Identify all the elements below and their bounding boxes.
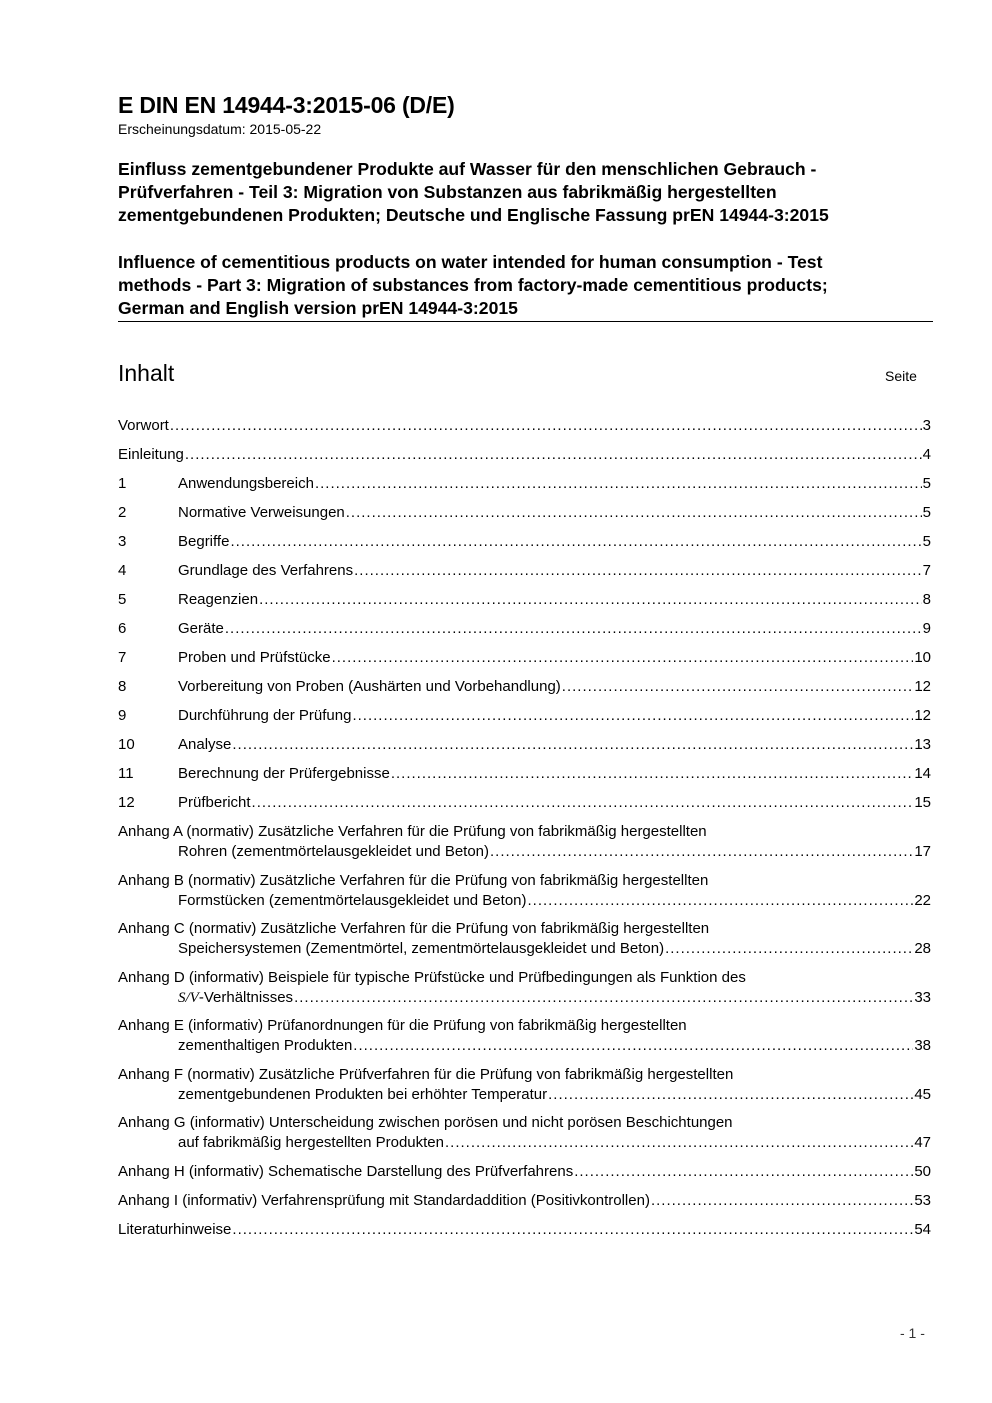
- toc-entry-page: 8: [922, 591, 931, 608]
- toc-entry[interactable]: [118, 871, 931, 920]
- toc-entry-number: 2: [118, 504, 127, 521]
- toc-entry-continuation: [118, 1085, 931, 1105]
- toc-leader-dots: [332, 648, 914, 668]
- toc-entry[interactable]: [118, 1162, 931, 1191]
- toc-entry-title: Rohren (zementmörtelausgekleidet und Beton): [178, 843, 490, 860]
- toc-leader-dots: [225, 619, 922, 639]
- toc-entry-continuation: [118, 988, 931, 1008]
- toc-entry-number: 4: [118, 562, 127, 579]
- toc-entry-page: 10: [914, 649, 931, 666]
- toc-entry[interactable]: [118, 561, 931, 590]
- toc-entry-title: Geräte: [178, 620, 224, 637]
- toc-entry-continuation: [118, 939, 931, 959]
- title-german-line: zementgebundenen Produkten; Deutsche und Englische Fassung prEN 14944-3:2015: [118, 205, 829, 225]
- document-id: E DIN EN 14944-3:2015-06 (D/E): [118, 92, 455, 118]
- toc-leader-dots: [232, 1220, 913, 1240]
- toc-entry-line: [118, 474, 931, 494]
- toc-entry[interactable]: [118, 706, 931, 735]
- toc-entry-number: 1: [118, 475, 127, 492]
- toc-entry-number: 9: [118, 707, 127, 724]
- toc-entry-line: [118, 677, 931, 697]
- toc-entry-title: Anhang A (normativ) Zusätzliche Verfahren für die Prüfung von fabrikmäßig hergestellten: [118, 823, 707, 840]
- toc-entry[interactable]: [118, 416, 931, 445]
- toc-entry-continuation: [118, 891, 931, 911]
- toc-entry-line: [118, 532, 931, 552]
- toc-entry-title: Anhang G (informativ) Unterscheidung zwischen porösen und nicht porösen Beschichtungen: [118, 1114, 733, 1131]
- toc-entry-page: 5: [922, 533, 931, 550]
- title-german: [118, 158, 938, 227]
- toc-leader-dots: [391, 764, 914, 784]
- toc-leader-dots: [562, 677, 914, 697]
- toc-leader-dots: [185, 445, 922, 465]
- toc-entry-title: Literaturhinweise: [118, 1220, 232, 1238]
- toc-entry[interactable]: [118, 503, 931, 532]
- toc-entry-line: [118, 822, 931, 842]
- toc-entry-title: Anhang C (normativ) Zusätzliche Verfahren für die Prüfung von fabrikmäßig hergestellten: [118, 920, 710, 937]
- toc-entry-title: Grundlage des Verfahrens: [178, 562, 354, 579]
- toc-entry-line: [118, 706, 931, 726]
- toc-leader-dots: [353, 1036, 913, 1056]
- toc-entry-page: 7: [922, 562, 931, 579]
- toc-entry-page: 33: [914, 988, 931, 1006]
- toc-entry-line: [118, 1065, 931, 1085]
- toc-entry[interactable]: [118, 735, 931, 764]
- toc-entry-line: [118, 416, 931, 436]
- toc-entry-title: Speichersystemen (Zementmörtel, zementmörtelausgekleidet und Beton): [178, 940, 665, 957]
- toc-entry-title: Berechnung der Prüfergebnisse: [178, 765, 390, 782]
- toc-entry-title: Analyse: [178, 736, 232, 753]
- toc-entry[interactable]: [118, 677, 931, 706]
- toc-entry-title: Anhang H (informativ) Schematische Darstellung des Prüfverfahrens: [118, 1162, 574, 1180]
- toc-entry-continuation: [118, 1036, 931, 1056]
- title-german-line: Einfluss zementgebundener Produkte auf Wasser für den menschlichen Gebrauch -: [118, 159, 817, 179]
- toc-heading: Inhalt: [118, 360, 175, 386]
- toc-entry-title: Proben und Prüfstücke: [178, 649, 331, 666]
- toc-entry-title: Anhang B (normativ) Zusätzliche Verfahren für die Prüfung von fabrikmäßig hergestellten: [118, 871, 709, 889]
- publication-date: Erscheinungsdatum: 2015-05-22: [118, 121, 322, 137]
- toc-leader-dots: [230, 532, 921, 552]
- toc-entry[interactable]: [118, 1065, 931, 1114]
- toc-entry[interactable]: [118, 1220, 931, 1249]
- page-number: - 1 -: [900, 1325, 925, 1341]
- toc-entry-line: [118, 1113, 931, 1133]
- toc-entry[interactable]: [118, 822, 931, 871]
- toc-entry-title: Einleitung: [118, 446, 184, 463]
- toc-leader-dots: [170, 416, 922, 436]
- toc-entry-title: zementgebundenen Produkten bei erhöhter Temperatur: [178, 1085, 548, 1103]
- title-english: [118, 251, 938, 320]
- toc-entry[interactable]: [118, 445, 931, 474]
- toc-entry-continuation: [118, 842, 931, 862]
- toc-leader-dots: [259, 590, 922, 610]
- toc-entry-page: 3: [922, 417, 931, 434]
- toc-entry-number: 8: [118, 678, 127, 695]
- toc-entry-page: 5: [922, 504, 931, 521]
- toc-entry-line: [118, 1162, 931, 1182]
- toc-entry-title: Vorbereitung von Proben (Aushärten und Vorbehandlung): [178, 678, 561, 695]
- toc-leader-dots: [352, 706, 913, 726]
- toc-entry-line: [118, 968, 931, 988]
- toc-leader-dots: [528, 891, 914, 911]
- toc-entry-title: Anwendungsbereich: [178, 475, 314, 492]
- toc-entry-title: Anhang I (informativ) Verfahrensprüfung mit Standardaddition (Positivkontrollen): [118, 1191, 650, 1209]
- toc-entry-line: [118, 764, 931, 784]
- toc-leader-dots: [665, 939, 913, 959]
- toc-entry-title: zementhaltigen Produkten: [178, 1037, 353, 1054]
- toc-entry[interactable]: [118, 474, 931, 503]
- title-german-line: Prüfverfahren - Teil 3: Migration von Substanzen aus fabrikmäßig hergestellten: [118, 182, 777, 202]
- toc-entry-line: [118, 1191, 931, 1211]
- toc-entry-title: Durchführung der Prüfung: [178, 707, 352, 724]
- toc-leader-dots: [651, 1191, 913, 1211]
- toc-entry-line: [118, 919, 931, 939]
- toc-entry[interactable]: [118, 619, 931, 648]
- toc-entry-page: 14: [914, 765, 931, 782]
- toc-entry[interactable]: [118, 532, 931, 561]
- title-english-line: German and English version prEN 14944-3:2015: [118, 298, 518, 318]
- toc-leader-dots: [294, 988, 913, 1008]
- toc-entry-title: Normative Verweisungen: [178, 504, 345, 521]
- toc-entry[interactable]: [118, 793, 931, 822]
- toc-leader-dots: [232, 735, 913, 755]
- toc-page-column-label: Seite: [885, 368, 917, 384]
- toc-entry-page: 12: [914, 707, 931, 724]
- toc-entry-page: 38: [914, 1037, 931, 1054]
- toc-entry-line: [118, 590, 931, 610]
- toc-entry[interactable]: [118, 919, 931, 968]
- title-divider: [118, 321, 933, 322]
- toc-entry-page: 12: [914, 678, 931, 695]
- toc-entry[interactable]: [118, 764, 931, 793]
- toc-entry[interactable]: [118, 1016, 931, 1065]
- toc-entry-number: 10: [118, 736, 135, 753]
- toc-entry-title: Vorwort: [118, 417, 169, 434]
- toc-entry-page: 17: [914, 843, 931, 860]
- toc-entry-title: Anhang D (informativ) Beispiele für typische Prüfstücke und Prüfbedingungen als Funktion des: [118, 968, 746, 986]
- toc-entry-line: [118, 619, 931, 639]
- toc-entry-continuation: [118, 1133, 931, 1153]
- toc-entry[interactable]: [118, 968, 931, 1017]
- toc-entry-line: [118, 445, 931, 465]
- toc-entry-number: 11: [118, 765, 134, 782]
- toc-entry-page: 53: [914, 1191, 931, 1209]
- toc-entry-number: 5: [118, 591, 127, 608]
- toc-entry-title: Reagenzien: [178, 591, 259, 608]
- toc-leader-dots: [548, 1085, 913, 1105]
- toc-leader-dots: [574, 1162, 913, 1182]
- toc-entry[interactable]: [118, 1113, 931, 1162]
- toc-entry-page: 5: [922, 475, 931, 492]
- toc-entry-title: Begriffe: [178, 533, 230, 550]
- toc-entry-number: 6: [118, 620, 127, 637]
- toc-entry-page: 22: [914, 891, 931, 909]
- toc-entry-line: [118, 871, 931, 891]
- toc-entry-title: Anhang F (normativ) Zusätzliche Prüfverfahren für die Prüfung von fabrikmäßig hergestellten: [118, 1065, 734, 1083]
- toc-leader-dots: [445, 1133, 913, 1153]
- toc-entry-number: 12: [118, 794, 135, 811]
- toc-entry[interactable]: [118, 1191, 931, 1220]
- toc-entry-line: [118, 561, 931, 581]
- toc-entry-line: [118, 1016, 931, 1036]
- toc-entry-line: [118, 793, 931, 813]
- toc-entry-page: 45: [914, 1085, 931, 1103]
- toc-leader-dots: [315, 474, 922, 494]
- toc-leader-dots: [252, 793, 914, 813]
- toc-entry[interactable]: [118, 648, 931, 677]
- toc-entry-number: 3: [118, 533, 127, 550]
- toc-entry-symbol: S/V: [178, 989, 199, 1006]
- toc-entry-page: 28: [914, 940, 931, 957]
- toc-leader-dots: [346, 503, 922, 523]
- toc-entry-title: Anhang E (informativ) Prüfanordnungen für die Prüfung von fabrikmäßig hergestellten: [118, 1017, 687, 1034]
- toc-entry-page: 9: [922, 620, 931, 637]
- toc-entry-number: 7: [118, 649, 127, 666]
- toc-entry-title: auf fabrikmäßig hergestellten Produkten: [178, 1134, 444, 1151]
- toc-entry-title: Formstücken (zementmörtelausgekleidet und Beton): [178, 891, 527, 909]
- toc-entry-page: 4: [922, 446, 931, 463]
- toc-entry-page: 13: [914, 736, 931, 753]
- table-of-contents: [118, 416, 931, 1249]
- toc-entry-title: -Verhältnisses: [198, 988, 294, 1006]
- toc-entry-line: [118, 1220, 931, 1240]
- toc-leader-dots: [354, 561, 922, 581]
- toc-leader-dots: [490, 842, 913, 862]
- toc-entry-line: [118, 648, 931, 668]
- toc-entry-page: 50: [914, 1162, 931, 1180]
- title-english-line: methods - Part 3: Migration of substances from factory-made cementitious products;: [118, 275, 828, 295]
- toc-entry[interactable]: [118, 590, 931, 619]
- toc-entry-line: [118, 503, 931, 523]
- toc-entry-line: [118, 735, 931, 755]
- title-english-line: Influence of cementitious products on water intended for human consumption - Test: [118, 252, 823, 272]
- toc-entry-page: 54: [914, 1220, 931, 1238]
- toc-entry-page: 15: [914, 794, 931, 811]
- toc-entry-page: 47: [914, 1134, 931, 1151]
- toc-entry-title: Prüfbericht: [178, 794, 251, 811]
